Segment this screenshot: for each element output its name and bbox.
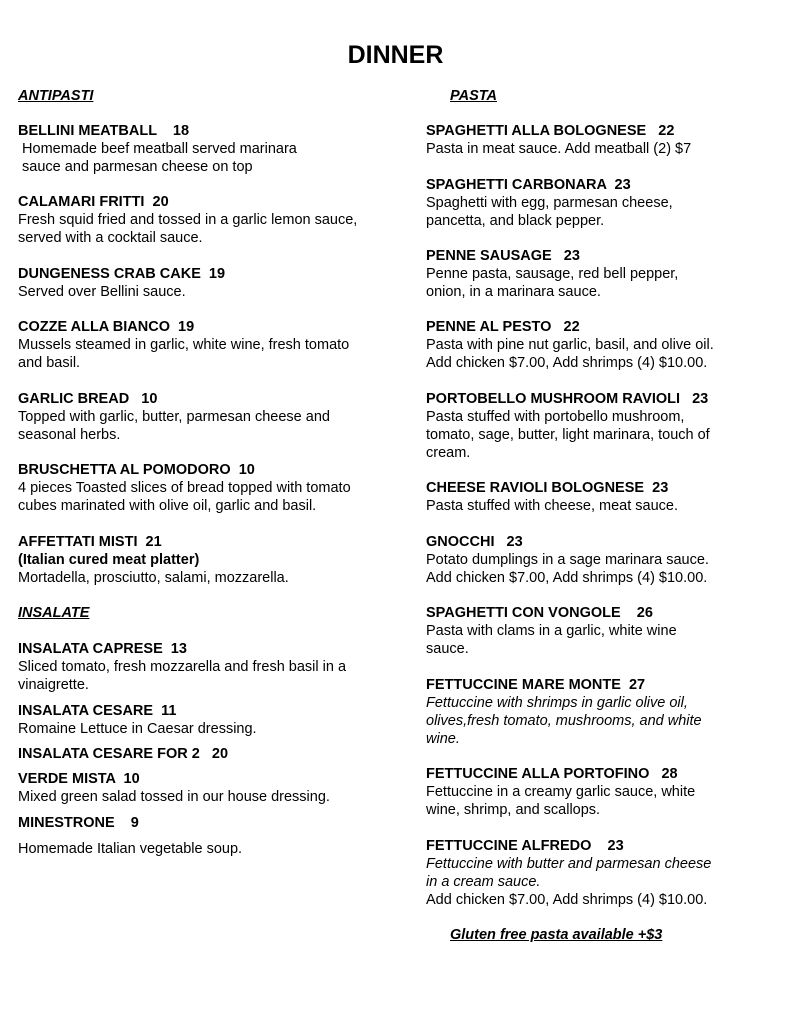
item-name: GARLIC BREAD 10 bbox=[18, 391, 158, 407]
item-description: Fettuccine with butter and parmesan cheese bbox=[426, 856, 712, 872]
menu-item-fettuccine-alfredo bbox=[426, 837, 766, 909]
item-name: BELLINI MEATBALL 18 bbox=[18, 123, 190, 139]
menu-item-penne-sausage bbox=[426, 247, 766, 301]
item-description: Pasta with clams in a garlic, white wine bbox=[426, 623, 677, 639]
item-name: CALAMARI FRITTI 20 bbox=[18, 194, 169, 210]
menu-item-penne-al-pesto bbox=[426, 318, 766, 372]
item-description: tomato, sage, butter, light marinara, touch of bbox=[426, 427, 710, 443]
gluten-free-note: Gluten free pasta available +$3 bbox=[450, 927, 663, 943]
menu-item-affettati-misti bbox=[18, 533, 398, 587]
item-addon: Add chicken $7.00, Add shrimps (4) $10.00. bbox=[426, 892, 708, 908]
item-description: 4 pieces Toasted slices of bread topped with tomato bbox=[18, 480, 351, 496]
section-heading-antipasti: ANTIPASTI bbox=[18, 88, 94, 104]
menu-item-calamari-fritti bbox=[18, 193, 398, 247]
item-description: Sliced tomato, fresh mozzarella and fresh basil in a bbox=[18, 659, 347, 675]
item-description: pancetta, and black pepper. bbox=[426, 213, 605, 229]
menu-item-bruschetta bbox=[18, 461, 398, 515]
item-name: PORTOBELLO MUSHROOM RAVIOLI 23 bbox=[426, 391, 709, 407]
item-description: Potato dumplings in a sage marinara sauce. bbox=[426, 552, 709, 568]
item-description: Homemade beef meatball served marinara bbox=[18, 141, 297, 157]
item-description: olives,fresh tomato, mushrooms, and white bbox=[426, 713, 702, 729]
item-description: Pasta stuffed with portobello mushroom, bbox=[426, 409, 685, 425]
item-description: Spaghetti with egg, parmesan cheese, bbox=[426, 195, 673, 211]
section-heading-insalate: INSALATE bbox=[18, 605, 90, 621]
menu-item-dungeness-crab-cake bbox=[18, 265, 398, 301]
item-description: cubes marinated with olive oil, garlic and basil. bbox=[18, 498, 317, 514]
item-description: onion, in a marinara sauce. bbox=[426, 284, 601, 300]
menu-title: DINNER bbox=[347, 41, 444, 69]
menu-item-insalata-cesare-for-2 bbox=[18, 745, 398, 763]
item-description: Romaine Lettuce in Caesar dressing. bbox=[18, 721, 257, 737]
menu-item-cozze-alla-bianco bbox=[18, 318, 398, 372]
item-description: wine. bbox=[426, 731, 460, 747]
item-description: served with a cocktail sauce. bbox=[18, 230, 203, 246]
item-description: Add chicken $7.00, Add shrimps (4) $10.00. bbox=[426, 570, 708, 586]
item-name: PENNE SAUSAGE 23 bbox=[426, 248, 580, 264]
menu-item-portobello-ravioli bbox=[426, 390, 766, 462]
item-name: PENNE AL PESTO 22 bbox=[426, 319, 580, 335]
item-description: Fresh squid fried and tossed in a garlic lemon sauce, bbox=[18, 212, 358, 228]
item-description: in a cream sauce. bbox=[426, 874, 541, 890]
menu-item-spaghetti-bolognese bbox=[426, 122, 766, 158]
item-description: wine, shrimp, and scallops. bbox=[426, 802, 601, 818]
item-description: Add chicken $7.00, Add shrimps (4) $10.00. bbox=[426, 355, 708, 371]
menu-item-insalata-cesare bbox=[18, 702, 398, 738]
item-name: CHEESE RAVIOLI BOLOGNESE 23 bbox=[426, 480, 669, 496]
item-description: cream. bbox=[426, 445, 471, 461]
menu-item-verde-mista bbox=[18, 770, 398, 806]
item-description: Served over Bellini sauce. bbox=[18, 284, 186, 300]
menu-item-fettuccine-mare-monte bbox=[426, 676, 766, 748]
item-name: DUNGENESS CRAB CAKE 19 bbox=[18, 266, 226, 282]
item-name: INSALATA CAPRESE 13 bbox=[18, 641, 187, 657]
item-name: MINESTRONE 9 bbox=[18, 815, 139, 831]
item-name: AFFETTATI MISTI 21 bbox=[18, 534, 162, 550]
menu-item-insalata-caprese bbox=[18, 640, 398, 694]
menu-item-minestrone bbox=[18, 814, 398, 832]
item-name: SPAGHETTI CARBONARA 23 bbox=[426, 177, 631, 193]
menu-item-spaghetti-carbonara bbox=[426, 176, 766, 230]
section-heading-pasta: PASTA bbox=[450, 88, 497, 104]
item-description: Mussels steamed in garlic, white wine, fresh tomato bbox=[18, 337, 350, 353]
item-name: FETTUCCINE MARE MONTE 27 bbox=[426, 677, 646, 693]
menu-item-gnocchi bbox=[426, 533, 766, 587]
item-name: SPAGHETTI ALLA BOLOGNESE 22 bbox=[426, 123, 675, 139]
menu-item-cheese-ravioli-bolognese bbox=[426, 479, 766, 515]
item-name: SPAGHETTI CON VONGOLE 26 bbox=[426, 605, 653, 621]
item-description: Penne pasta, sausage, red bell pepper, bbox=[426, 266, 679, 282]
item-description: Fettuccine with shrimps in garlic olive oil, bbox=[426, 695, 688, 711]
item-description: Pasta stuffed with cheese, meat sauce. bbox=[426, 498, 679, 514]
item-description: Mixed green salad tossed in our house dressing. bbox=[18, 789, 330, 805]
item-description: seasonal herbs. bbox=[18, 427, 121, 443]
item-name: BRUSCHETTA AL POMODORO 10 bbox=[18, 462, 255, 478]
item-subtitle: (Italian cured meat platter) bbox=[18, 552, 200, 568]
item-description: Homemade Italian vegetable soup. bbox=[18, 841, 243, 857]
item-description: and basil. bbox=[18, 355, 81, 371]
item-name: INSALATA CESARE 11 bbox=[18, 703, 177, 719]
item-description: Mortadella, prosciutto, salami, mozzarella. bbox=[18, 570, 289, 586]
item-name: INSALATA CESARE FOR 2 20 bbox=[18, 746, 229, 762]
item-description: Pasta in meat sauce. Add meatball (2) $7 bbox=[426, 141, 692, 157]
item-name: COZZE ALLA BIANCO 19 bbox=[18, 319, 195, 335]
item-description: Fettuccine in a creamy garlic sauce, white bbox=[426, 784, 696, 800]
item-description: sauce. bbox=[426, 641, 469, 657]
menu-item-bellini-meatball bbox=[18, 122, 398, 176]
menu-item-garlic-bread bbox=[18, 390, 398, 444]
item-name: GNOCCHI 23 bbox=[426, 534, 523, 550]
item-name: FETTUCCINE ALLA PORTOFINO 28 bbox=[426, 766, 678, 782]
item-description: Pasta with pine nut garlic, basil, and olive oil. bbox=[426, 337, 714, 353]
menu-item-fettuccine-portofino bbox=[426, 765, 766, 819]
item-name: VERDE MISTA 10 bbox=[18, 771, 140, 787]
menu-item-minestrone-description bbox=[18, 840, 398, 858]
item-description: vinaigrette. bbox=[18, 677, 89, 693]
item-description: sauce and parmesan cheese on top bbox=[18, 159, 253, 175]
menu-item-spaghetti-con-vongole bbox=[426, 604, 766, 658]
item-name: FETTUCCINE ALFREDO 23 bbox=[426, 838, 624, 854]
item-description: Topped with garlic, butter, parmesan cheese and bbox=[18, 409, 330, 425]
